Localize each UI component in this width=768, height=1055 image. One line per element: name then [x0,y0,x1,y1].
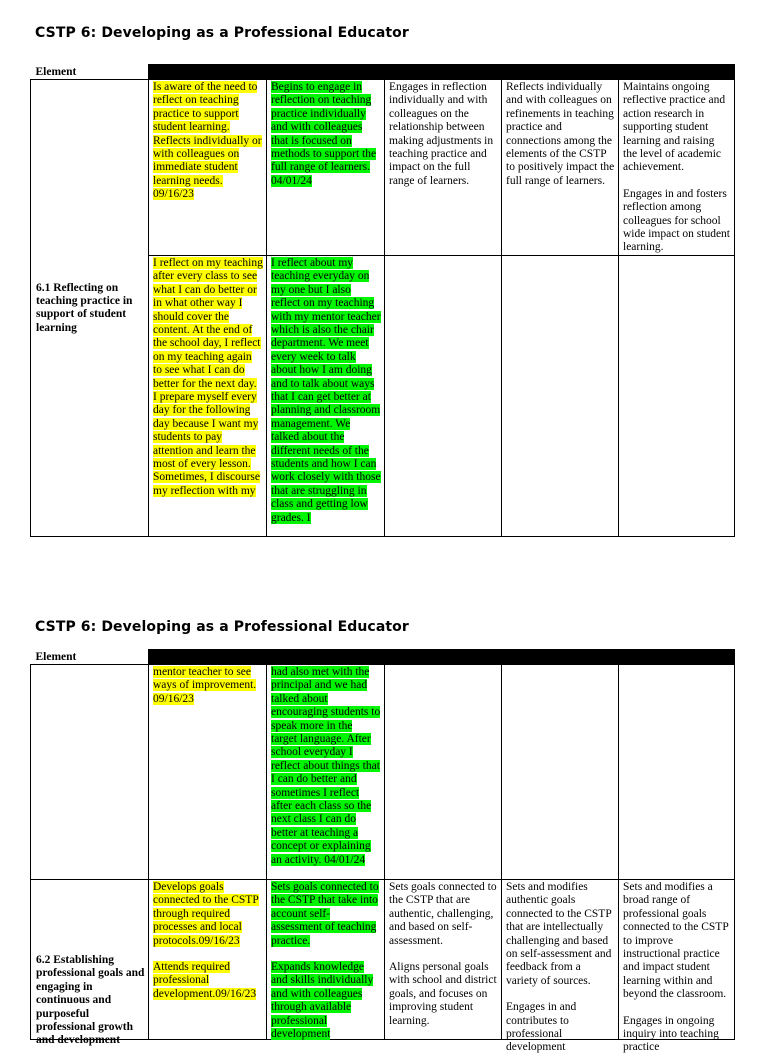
highlighted-text: had also met with the principal and we had talked about encouraging students to speak more in the target language. After school everyday I reflect about things that I can do better and sometimes I reflect after each class so the next class I can do better at teaching a concept or explaining an activity. 04/01/24 [271,666,381,866]
table-cell [502,665,619,880]
table-cell: Engages in reflection individually and with colleagues on the relationship between making adjustments in teaching practice and impact on the full range of learners. [385,80,502,256]
highlighted-text: Begins to engage in reflection on teaching practice individually and with colleagues that is focused on methods to support the full range of learners. 04/01/24 [271,81,377,187]
table-cell [385,665,502,880]
table-cell [267,880,385,1040]
table-cell [385,255,502,536]
cell-paragraph [271,881,381,948]
table-cell [267,255,385,536]
element-name: 6.1 Reflecting on teaching practice in support of student learning [31,80,149,537]
cell-paragraph: Sets and modifies a broad range of professional goals connected to the CSTP to improve instructional practice and impact student learning within and beyond the classroom. [623,881,729,1001]
cell-paragraph: Sets goals connected to the CSTP that are authentic, challenging, and based on self-assessment. [389,881,497,947]
highlighted-text: mentor teacher to see ways of improvement. 09/16/23 [153,666,257,705]
highlighted-text: I reflect on my teaching after every class to see what I can do better or in what other way I should cover the content. At the end of the school day, I reflect on my teaching again to see what I can do better for the next day. I prepare myself every day for the following day because I want my students to pay attention and learn the most of every lesson. Sometimes, I discourse my reflection with my [153,256,263,497]
table-cell: Reflects individually and with colleagues on refinements in teaching practice and connections among the elements of the CSTP to positively impact the full range of learners. [502,80,619,256]
page-title: CSTP 6: Developing as a Professional Educator [35,25,409,41]
element-header: Element [35,65,77,78]
table-cell [502,255,619,536]
table-cell [149,255,267,536]
highlighted-text: Sets goals connected to the CSTP that take into account self-assessment of teaching practice. [271,881,379,947]
table-cell [149,880,267,1040]
header-bar [149,650,735,665]
cell-paragraph: Engages in and contributes to professional development [506,1001,577,1054]
table-cell [619,80,735,256]
element-header: Element [35,650,77,663]
header-bar [149,65,735,80]
element-name: 6.2 Establishing professional goals and engaging in continuous and purposeful professional growth and development [31,880,149,1040]
highlighted-text: Is aware of the need to reflect on teaching practice to support student learning. Reflects individually or with colleagues on immediate student learning needs. 09/16/23 [153,81,262,201]
cstp-table [30,64,735,537]
highlighted-text: Expands knowledge and skills individually and with colleagues through available professional development [271,961,374,1041]
cell-paragraph: Aligns personal goals with school and district goals, and focuses on improving student learning. [389,961,497,1027]
table-cell [502,880,619,1054]
highlighted-text: Attends required professional development.09/16/23 [153,961,257,1000]
table-cell [149,665,267,880]
cstp-table [30,649,735,1054]
highlighted-text: Develops goals connected to the CSTP through required processes and local protocols.09/16/23 [153,881,259,947]
table-cell [619,880,735,1054]
table-cell [31,665,149,880]
table-cell [619,665,735,880]
table-cell [267,80,385,256]
table-cell [149,80,267,256]
table-cell [385,880,502,1040]
cell-paragraph [153,961,263,1001]
cell-paragraph: Sets and modifies authentic goals connected to the CSTP that are intellectually challenging and based on self-assessment and feedback from a variety of sources. [506,881,612,987]
page-title: CSTP 6: Developing as a Professional Educator [35,619,409,635]
highlighted-text: I reflect about my teaching everyday on my one but I also reflect on my teaching with my mentor teacher which is also the chair department. We meet every week to talk about how I am doing and to talk about ways that I can get better at planning and classroom management. We talked about the different needs of the students and how I can work closely with those that are struggling in class and getting low grades. I [271,256,381,524]
cell-paragraph [153,881,263,948]
cell-paragraph: Engages in and fosters reflection among colleagues for school wide impact on student learning. [623,187,730,254]
cell-paragraph: Maintains ongoing reflective practice and action research in supporting student learning and raising the level of academic achievement. [623,81,726,174]
table-cell [619,255,735,536]
cell-paragraph: Engages in ongoing inquiry into teaching practice [623,1014,719,1054]
cell-paragraph [271,961,381,1041]
table-cell [267,665,385,880]
